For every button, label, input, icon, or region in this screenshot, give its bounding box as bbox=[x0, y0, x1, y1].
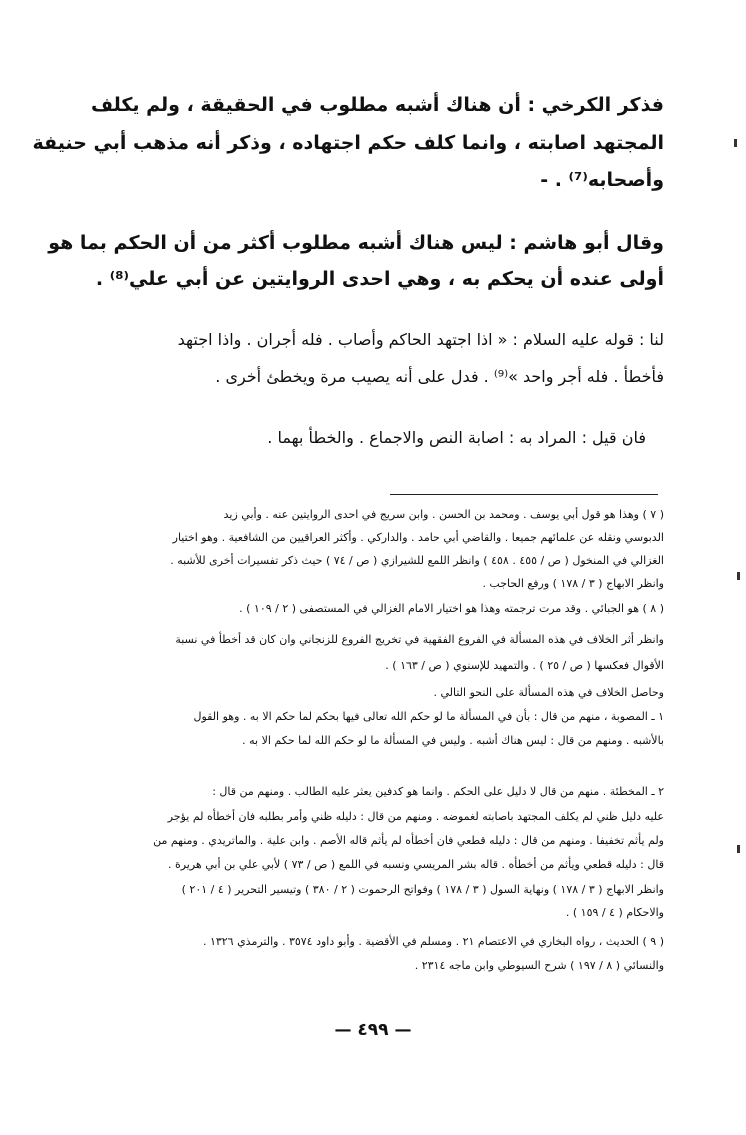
main-line: لنا : قوله عليه السلام : « اذا اجتهد الحاكم وأصاب . فله أجران . واذا اجتهد bbox=[177, 330, 664, 349]
footnote-line: وانظر الابهاج ( ٣ / ١٧٨ ) ورفع الحاجب . bbox=[482, 577, 664, 590]
footnote-line: ولم يأثم تخفيفا . ومنهم من قال : دليله قطعي فان أخطأه لم يأثم قاله الأصم . وابن علية . والماتريدي . ومنهم من bbox=[153, 834, 664, 847]
footnote-separator bbox=[390, 494, 658, 495]
footnote-line: وانظر أثر الخلاف في هذه المسألة في الفروع الفقهية في تخريج الفروع للزنجاني وان كان قد أخطأ في نسبة bbox=[175, 633, 664, 646]
footnote-line: ( ٧ ) وهذا هو قول أبي يوسف . ومحمد بن الحسن . وابن سريج في احدى الروايتين عنه . وأبي زيد bbox=[223, 508, 664, 521]
main-line: وأصحابه⁽⁷⁾ . - bbox=[540, 169, 664, 191]
footnote-line: بالأشبه . ومنهم من قال : ليس هناك أشبه . وليس في المسألة ما لو حكم الله لما حكم الا به . bbox=[242, 734, 664, 747]
page-number: — ٤٩٩ — bbox=[334, 1020, 412, 1040]
main-line: أولى عنده أن يحكم به ، وهي احدى الروايتين عن أبي علي⁽⁸⁾ . bbox=[95, 268, 664, 290]
footnote-line: والنسائي ( ٨ / ١٩٧ ) شرح السيوطي وابن ماجه ٢٣١٤ . bbox=[414, 959, 664, 972]
footnote-line: ١ ـ المصوبة ، منهم من قال : بأن في المسألة ما لو حكم الله تعالى فيها بحكم لما حكم الا به . وهو القول bbox=[193, 710, 664, 723]
main-line: فان قيل : المراد به : اصابة النص والاجماع . والخطأ بهما . bbox=[267, 428, 646, 447]
scan-mark bbox=[737, 572, 740, 580]
footnote-line: الدبوسي ونقله عن علمائهم جميعا . والقاضي أبي حامد . والداركي . وأكثر العراقيين من الشافعية . وهو اختيار bbox=[172, 531, 664, 544]
scan-mark bbox=[734, 139, 737, 147]
footnote-line: والاحكام ( ٤ / ١٥٩ ) . bbox=[565, 906, 664, 919]
footnote-line: قال : دليله قطعي ويأثم من أخطأه . قاله بشر المريسي ونسبه في اللمع ( ص / ٧٣ ) لأبي علي بن أبي هريرة . bbox=[167, 858, 664, 871]
footnote-line: الغزالي في المنخول ( ص / ٤٥٥ . ٤٥٨ ) وانظر اللمع للشيرازي ( ص / ٧٤ ) حيث ذكر تفسيرات أخرى للأشبه . bbox=[170, 554, 664, 567]
footnote-line: ٢ ـ المخطئة . منهم من قال لا دليل على الحكم . وانما هو كدفين يعثر عليه الطالب . ومنهم من قال : bbox=[212, 785, 664, 798]
footnote-line: الأقوال فعكسها ( ص / ٢٥ ) . والتمهيد للإسنوي ( ص / ١٦٣ ) . bbox=[385, 659, 664, 672]
footnote-line: ( ٨ ) هو الجبائي . وقد مرت ترجمته وهذا هو اختيار الامام الغزالي في المستصفى ( ٢ / ١٠٩ ) . bbox=[239, 602, 664, 615]
footnote-line: وحاصل الخلاف في هذه المسألة على النحو التالي . bbox=[433, 686, 664, 699]
main-line: فأخطأ . فله أجر واحد »⁽⁹⁾ . فدل على أنه يصيب مرة ويخطئ أخرى . bbox=[215, 367, 664, 386]
scan-mark bbox=[737, 845, 740, 853]
main-line: وقال أبو هاشم : ليس هناك أشبه مطلوب أكثر من أن الحكم بما هو bbox=[48, 232, 664, 254]
footnote-line: ( ٩ ) الحديث ، رواه البخاري في الاعتصام ٢١ . ومسلم في الأقضية . وأبو داود ٣٥٧٤ . والترمذي ١٣٢٦ . bbox=[202, 935, 664, 948]
footnote-line: وانظر الابهاج ( ٣ / ١٧٨ ) ونهاية السول ( ٣ / ١٧٨ ) وفواتح الرحموت ( ٢ / ٣٨٠ ) وتيسير التحرير ( ٤ / ٢٠١ ) bbox=[181, 883, 664, 896]
footnote-line: عليه دليل ظني لم يكلف المجتهد باصابته لغموضه . ومنهم من قال : دليله ظني وأمر بطلبه فان أخطأه لم يؤجر bbox=[167, 810, 664, 823]
main-line: فذكر الكرخي : أن هناك أشبه مطلوب في الحقيقة ، ولم يكلف bbox=[90, 94, 664, 116]
main-line: المجتهد اصابته ، وانما كلف حكم اجتهاده ، وذكر أنه مذهب أبي حنيفة bbox=[32, 132, 664, 154]
